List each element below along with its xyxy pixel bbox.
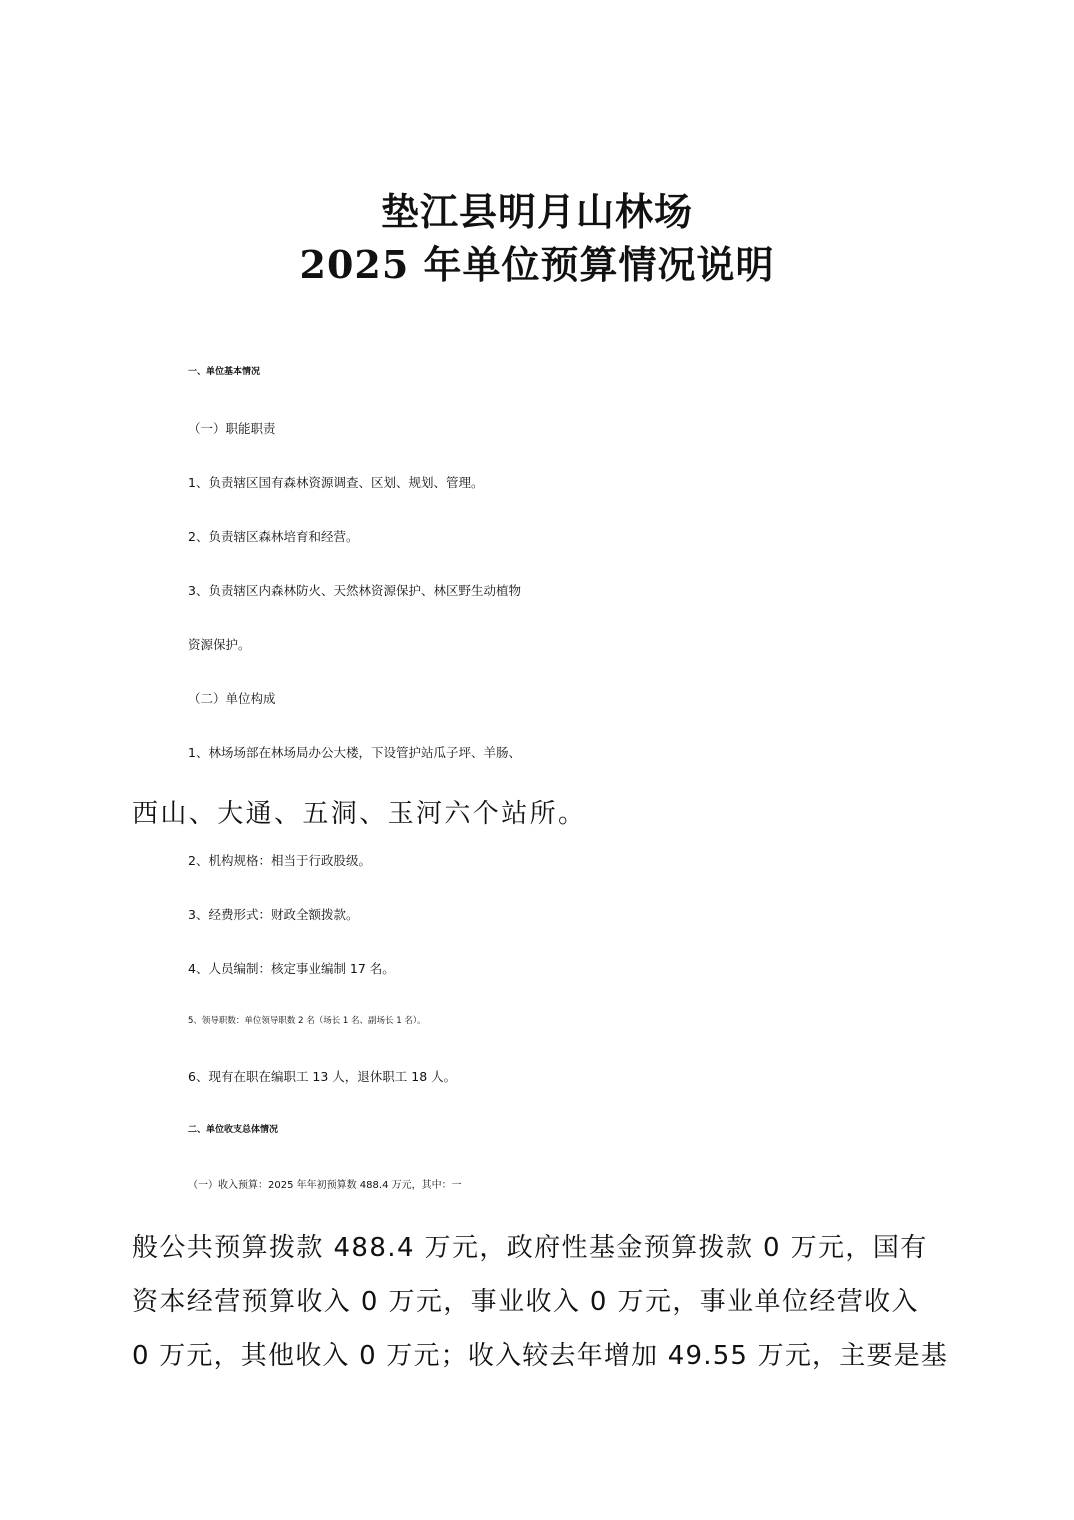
income-budget-line-2: 般公共预算拨款 488.4 万元，政府性基金预算拨款 0 万元，国有 bbox=[132, 1233, 928, 1263]
composition-item-4: 4、人员编制：核定事业编制 17 名。 bbox=[188, 961, 395, 976]
document-subtitle: 2025 年单位预算情况说明 bbox=[299, 242, 775, 287]
duty-item-3-line-1: 3、负责辖区内森林防火、天然林资源保护、林区野生动植物 bbox=[188, 583, 521, 598]
duty-item-1: 1、负责辖区国有森林资源调查、区划、规划、管理。 bbox=[188, 475, 484, 490]
composition-item-5: 5、领导职数：单位领导职数 2 名（场长 1 名、副场长 1 名）。 bbox=[188, 1016, 426, 1026]
composition-item-6: 6、现有在职在编职工 13 人，退休职工 18 人。 bbox=[188, 1069, 457, 1084]
income-budget-line-1: （一）收入预算：2025 年年初预算数 488.4 万元，其中：一 bbox=[188, 1180, 462, 1191]
income-budget-line-4: 0 万元，其他收入 0 万元；收入较去年增加 49.55 万元，主要是基 bbox=[132, 1341, 949, 1371]
section-heading-budget-overview: 二、单位收支总体情况 bbox=[188, 1125, 279, 1135]
subsection-heading-duties: （一）职能职责 bbox=[188, 421, 276, 436]
duty-item-2: 2、负责辖区森林培育和经营。 bbox=[188, 529, 359, 544]
composition-item-3: 3、经费形式：财政全额拨款。 bbox=[188, 907, 359, 922]
income-budget-line-3: 资本经营预算收入 0 万元，事业收入 0 万元，事业单位经营收入 bbox=[132, 1287, 919, 1317]
subsection-heading-composition: （二）单位构成 bbox=[188, 691, 276, 706]
section-heading-basic-info: 一、单位基本情况 bbox=[188, 367, 261, 377]
document-title: 垫江县明月山林场 bbox=[380, 189, 693, 234]
composition-item-1-line-2: 西山、大通、五洞、玉河六个站所。 bbox=[132, 799, 587, 829]
composition-item-1-line-1: 1、林场场部在林场局办公大楼，下设管护站瓜子坪、羊肠、 bbox=[188, 745, 521, 760]
composition-item-2: 2、机构规格：相当于行政股级。 bbox=[188, 853, 371, 868]
duty-item-3-line-2: 资源保护。 bbox=[188, 637, 251, 652]
